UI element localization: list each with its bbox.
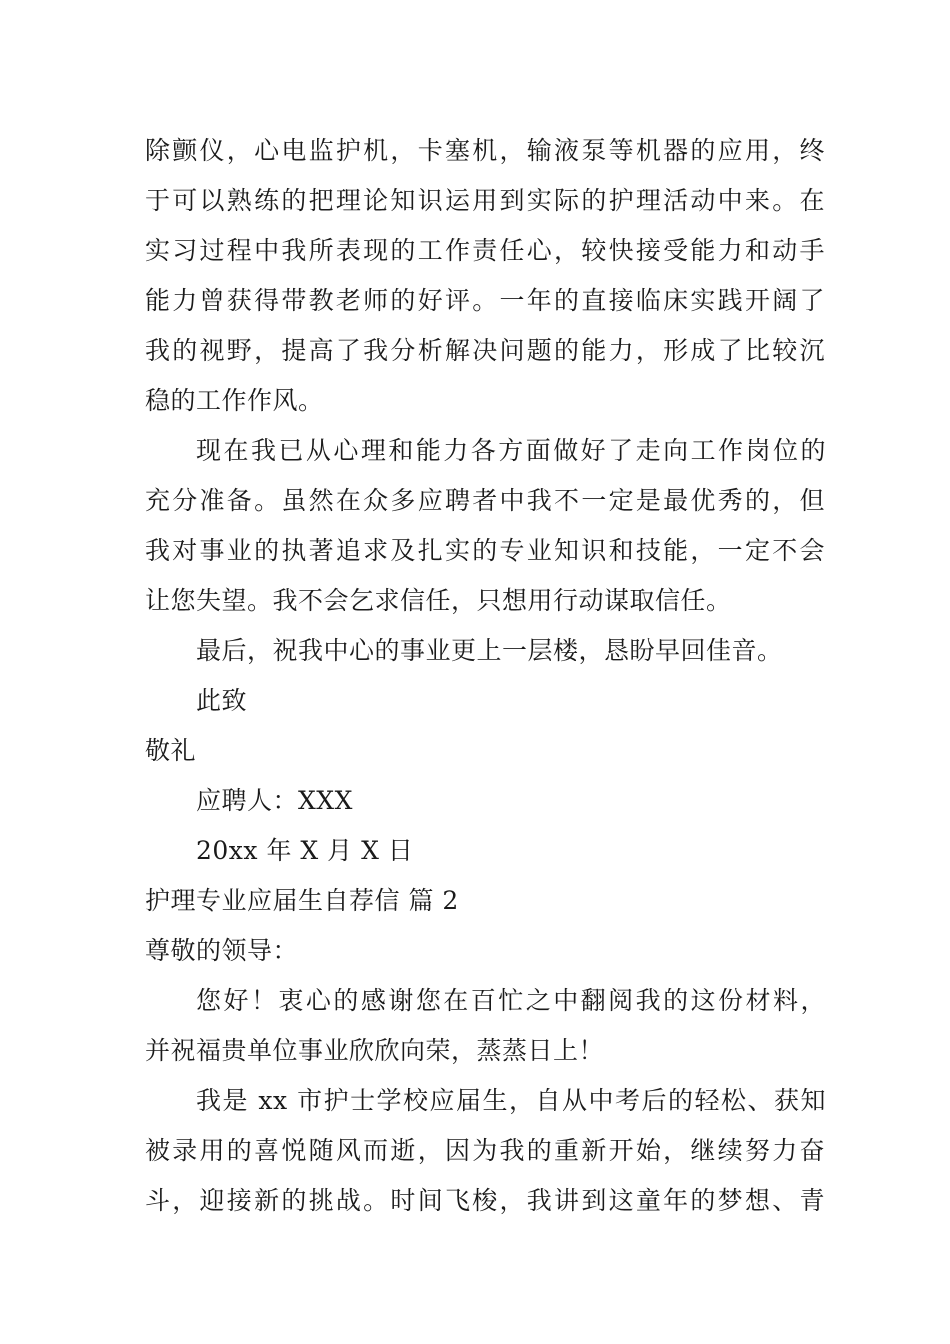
applicant-signature: 应聘人：XXX [196, 786, 353, 815]
letter-date: 20xx 年 X 月 X 日 [196, 836, 414, 865]
body-line: 并祝福贵单位事业欣欣向荣，蒸蒸日上！ [145, 1036, 605, 1065]
section-heading: 护理专业应届生自荐信 篇 2 [145, 886, 459, 915]
body-line: 被录用的喜悦随风而逝，因为我的重新开始，继续努力奋 [145, 1136, 825, 1165]
body-line: 斗，迎接新的挑战。时间飞梭，我讲到这童年的梦想、青 [145, 1186, 825, 1215]
body-line: 我对事业的执著追求及扎实的专业知识和技能，一定不会 [145, 536, 825, 565]
closing-wish: 最后，祝我中心的事业更上一层楼，恳盼早回佳音。 [196, 636, 783, 665]
body-line: 能力曾获得带教老师的好评。一年的直接临床实践开阔了 [145, 286, 825, 315]
body-line: 实习过程中我所表现的工作责任心，较快接受能力和动手 [145, 236, 825, 265]
body-line: 您好！衷心的感谢您在百忙之中翻阅我的这份材料， [196, 986, 826, 1015]
body-line: 稳的工作作风。 [145, 386, 324, 415]
body-line: 于可以熟练的把理论知识运用到实际的护理活动中来。在 [145, 186, 825, 215]
salutation-regards: 敬礼 [145, 736, 197, 765]
letter-greeting: 尊敬的领导： [145, 936, 299, 965]
body-line: 让您失望。我不会乞求信任，只想用行动谋取信任。 [145, 586, 732, 615]
body-line: 我的视野，提高了我分析解决问题的能力，形成了比较沉 [145, 336, 825, 365]
salutation-closing: 此致 [196, 686, 248, 715]
body-line: 现在我已从心理和能力各方面做好了走向工作岗位的 [196, 436, 826, 465]
body-line: 除颤仪，心电监护机，卡塞机，输液泵等机器的应用，终 [145, 136, 825, 165]
body-line: 我是 xx 市护士学校应届生，自从中考后的轻松、获知 [196, 1086, 826, 1115]
body-line: 充分准备。虽然在众多应聘者中我不一定是最优秀的，但 [145, 486, 825, 515]
